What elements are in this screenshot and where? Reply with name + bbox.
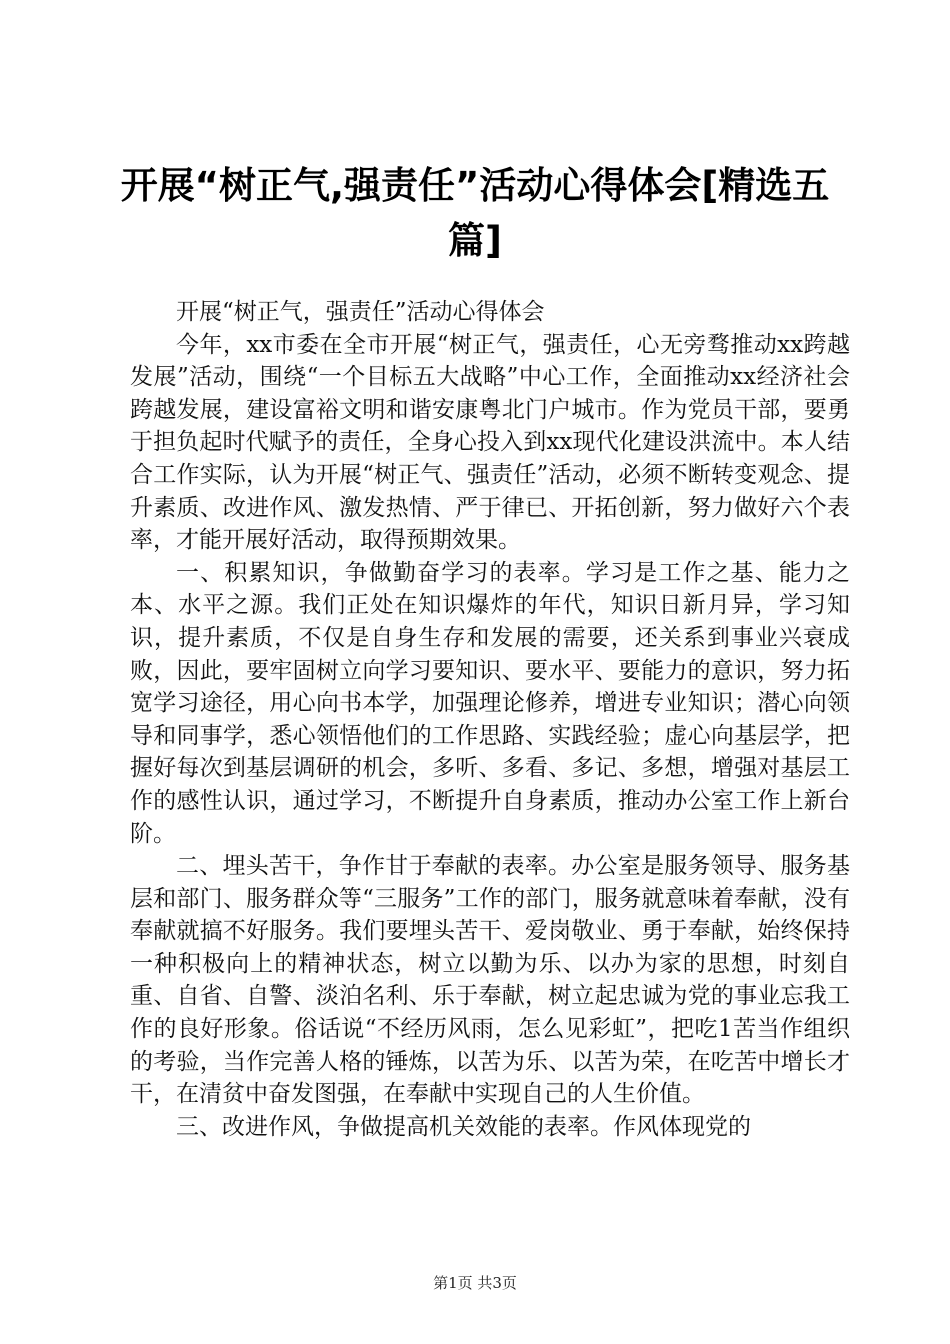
document-title: 开展“树正气,强责任”活动心得体会[精选五篇] bbox=[120, 164, 830, 262]
page-number-footer: 第1页 共3页 bbox=[433, 1274, 517, 1292]
intro-paragraph: 今年，xx市委在全市开展“树正气，强责任，心无旁骛推动xx跨越发展”活动，围绕“一个目标五大战略”中心工作，全面推动xx经济社会跨越发展，建设富裕文明和谐安康粤北门户城市。作为党员干部，要勇于担负起时代赋予的责任，全身心投入到xx现代化建设洪流中。本人结合工作实际，认为开展“树正气、强责任”活动，必须不断转变观念、提升素质、改进作风、激发热情、严于律已、开拓创新，努力做好六个表率，才能开展好活动，取得预期效果。 bbox=[130, 331, 850, 554]
subtitle-paragraph: 开展“树正气，强责任”活动心得体会 bbox=[176, 299, 545, 325]
section-one-paragraph: 一、积累知识，争做勤奋学习的表率。学习是工作之基、能力之本、水平之源。我们正处在知识爆炸的年代，知识日新月异，学习知识，提升素质，不仅是自身生存和发展的需要，还关系到事业兴衰成败，因此，要牢固树立向学习要知识、要水平、要能力的意识，努力拓宽学习途径，用心向书本学，加强理论修养，增进专业知识；潜心向领导和同事学，悉心领悟他们的工作思路、实践经验；虚心向基层学，把握好每次到基层调研的机会，多听、多看、多记、多想，增强对基层工作的感性认识，通过学习，不断提升自身素质，推动办公室工作上新台阶。 bbox=[130, 559, 850, 847]
document-body bbox=[130, 296, 850, 1143]
section-two-paragraph: 二、埋头苦干，争作甘于奉献的表率。办公室是服务领导、服务基层和部门、服务群众等“三服务”工作的部门，服务就意味着奉献，没有奉献就搞不好服务。我们要埋头苦干、爱岗敬业、勇于奉献，始终保持一种积极向上的精神状态，树立以勤为乐、以办为家的思想，时刻自重、自省、自警、淡泊名利、乐于奉献，树立起忠诚为党的事业忘我工作的良好形象。俗话说“不经历风雨，怎么见彩虹”，把吃1苦当作组织的考验，当作完善人格的锤炼，以苦为乐、以苦为荣，在吃苦中增长才干，在清贫中奋发图强，在奉献中实现自己的人生价值。 bbox=[130, 853, 850, 1108]
section-three-paragraph: 三、改进作风，争做提高机关效能的表率。作风体现党的 bbox=[176, 1113, 751, 1140]
